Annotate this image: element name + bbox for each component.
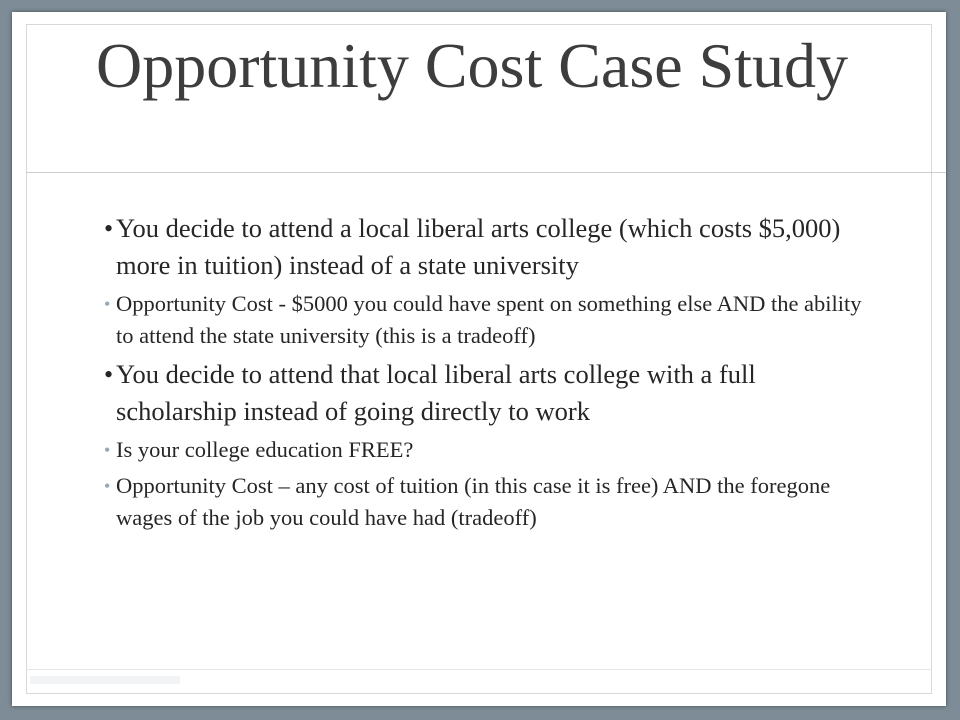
sub-bullet-item bbox=[104, 288, 876, 352]
slide-body bbox=[104, 210, 876, 538]
sub-bullet-item bbox=[104, 434, 876, 466]
footer-divider bbox=[26, 669, 932, 670]
title-divider bbox=[26, 172, 946, 173]
sub-bullet-dot-icon: • bbox=[104, 294, 111, 314]
bullet-text: You decide to attend that local liberal arts college with a full scholarship instead of going directly to work bbox=[116, 359, 756, 426]
sub-bullet-text: Opportunity Cost - $5000 you could have spent on something else AND the ability to attend the state university (this is a tradeoff) bbox=[116, 291, 862, 348]
bullet-dot-icon: • bbox=[104, 214, 114, 243]
sub-bullet-text: Is your college education FREE? bbox=[116, 437, 414, 462]
slide-title: Opportunity Cost Case Study bbox=[95, 30, 849, 101]
sub-bullet-dot-icon: • bbox=[104, 476, 111, 496]
bullet-text: You decide to attend a local liberal arts college (which costs $5,000) more in tuition) instead of a state university bbox=[116, 213, 841, 280]
bullet-item bbox=[104, 356, 876, 430]
sub-bullet-item bbox=[104, 470, 876, 534]
sub-bullet-text: Opportunity Cost – any cost of tuition (in this case it is free) AND the foregone wages of the job you could have had (tradeoff) bbox=[116, 473, 831, 530]
sub-bullet-dot-icon: • bbox=[104, 440, 111, 460]
footer-placeholder bbox=[30, 676, 180, 684]
bullet-dot-icon: • bbox=[104, 360, 114, 389]
slide bbox=[12, 12, 946, 706]
bullet-item bbox=[104, 210, 876, 284]
